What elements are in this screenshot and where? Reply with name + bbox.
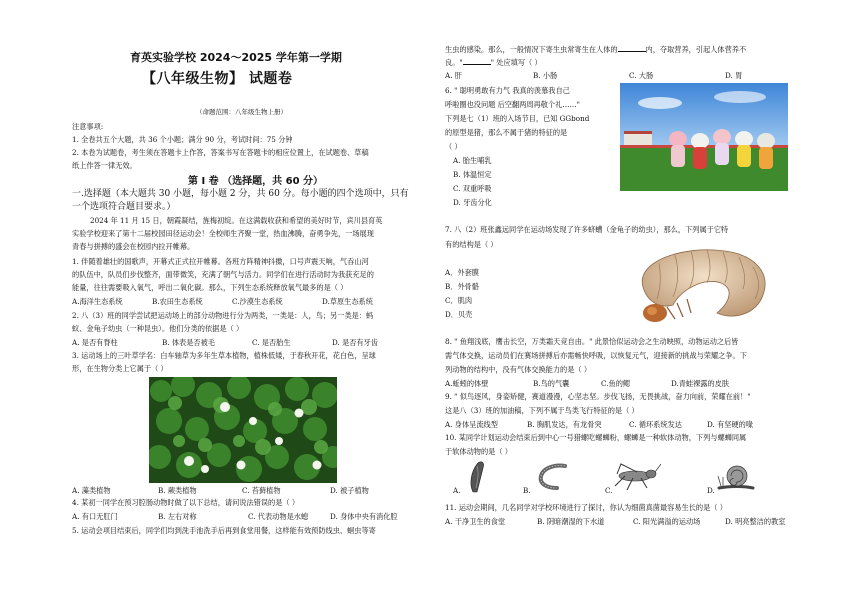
option-c[interactable]: C. 双重呼吸: [453, 184, 492, 193]
question-line: 形，在生物分类上它属于（ ）: [72, 364, 168, 373]
option-b[interactable]: B. 蕨类植物: [158, 486, 197, 495]
scope-note: （命题范围：八年级生物上册）: [196, 108, 287, 116]
option-d[interactable]: D. 被子植物: [330, 486, 369, 495]
option-b[interactable]: B.鸟的气囊: [533, 379, 570, 388]
option-c[interactable]: C. 循环系统发达: [629, 420, 682, 429]
notes-heading: 注意事项:: [72, 122, 104, 131]
grasshopper-icon: [611, 460, 661, 492]
option-b[interactable]: B. 体温恒定: [453, 170, 492, 179]
option-d[interactable]: D. 有坚硬的喙: [707, 420, 754, 429]
option-d[interactable]: D. 明亮整洁的教室: [725, 517, 786, 526]
option-c[interactable]: C.鱼的鳃: [601, 379, 631, 388]
question-line: 10. 某同学计划运动会结束后到中心一号猎螺吃螺蛳粉，螺蛳是一种软体动物，下列与螺蛳同属: [445, 433, 747, 442]
question-line: 1. 伴随着雄壮的国歌声，开幕式正式拉开帷幕。各班方阵精神抖擞，口号声震天响，气吞山河: [72, 257, 369, 266]
option-d[interactable]: D. 身体中央有消化腔: [330, 512, 398, 521]
option-b[interactable]: B. 胸肌发达，有龙骨突: [527, 420, 602, 429]
question-line: 下列是七（1）班的入场节目，已知 GGbond: [445, 114, 590, 123]
question-line: [445, 57, 542, 68]
note-line: 2. 本卷为试题卷，考生须在答题卡上作答，答案书写在答题卡的相应位置上，在试题卷、草稿: [72, 148, 369, 157]
grub-illustration: [625, 243, 775, 325]
question-line: 于软体动物的是（ ）: [445, 447, 512, 456]
question-line: 6. " 聪明勇敢有力气 我真的羡慕我自己: [445, 86, 570, 95]
passage-line: 2024 年 11 月 15 日，朝霞凝结，旌梅初绽。在这满载收获和希望的美好时节，宾川县育英: [90, 216, 383, 225]
option-a[interactable]: A. 干净卫生的食堂: [445, 517, 506, 526]
option-a[interactable]: A．外套膜: [445, 268, 479, 277]
q5-text: 内，夺取营养，引起人体营养不: [645, 45, 747, 54]
question-line: 这是八（3）班的加油稿，下列不属于鸟类飞行特征的是（ ）: [445, 406, 639, 415]
question-line: 需气体交换，运动员们在赛场拼搏后亦需畅快呼吸，以恢复元气，迎接新的挑战与荣耀之争。下: [445, 351, 747, 360]
question-line: 11. 运动会期间，几名同学对学校环境进行了探讨，你认为细菌真菌最容易生长的是（ ）: [445, 503, 727, 512]
option-b[interactable]: B. 小肠: [533, 71, 558, 80]
option-a[interactable]: A. 胎生哺乳: [453, 156, 492, 165]
question-line: 呼啦圈也没问题 后空翻两周再敬个礼……": [445, 100, 580, 109]
option-a[interactable]: A. 藻类植物: [72, 486, 111, 495]
q5-text: " 处应填写（ ）: [490, 58, 542, 67]
option-d[interactable]: D. 牙齿分化: [453, 198, 492, 207]
answer-blank[interactable]: [618, 44, 646, 52]
option-d[interactable]: D. 胃: [725, 71, 743, 80]
question-line: （ ）: [445, 142, 462, 151]
option-d[interactable]: D.: [707, 486, 715, 495]
option-d[interactable]: D. 是否有牙齿: [332, 338, 379, 347]
option-d[interactable]: D.草原生态系统: [322, 297, 373, 306]
option-a[interactable]: A.: [453, 486, 461, 495]
question-line: 4. 某初一同学在预习腔肠动物时做了以下总结，请问说法错误的是（ ）: [72, 498, 300, 507]
question-line: 蚁、金龟子幼虫（一种昆虫）。他们分类的依据是（ ）: [72, 324, 244, 333]
question-line: 的原型是猪，那么不属于猪的特征的是: [445, 128, 568, 137]
option-c[interactable]: C.沙漠生态系统: [232, 297, 283, 306]
option-a[interactable]: A. 肝: [445, 71, 462, 80]
option-b[interactable]: B.: [523, 486, 531, 495]
subject-title: 【八年级生物】 试题卷: [142, 71, 293, 87]
note-line: 1. 全卷共五个大题，共 36 个小题；满分 90 分，考试时间：75 分钟: [72, 135, 293, 144]
question-line: 8. " 鱼翔浅底，鹰击长空，万类霜天竞自由。" 此景恰似运动会之生动映照，动物运动之后皆: [445, 337, 739, 346]
question-line: 3. 运动场上的三叶草学名：白车轴草为多年生草本植物，植株低矮，于春秋开花，花白色，呈球: [72, 351, 376, 360]
school-title: 育英实验学校 2024～2025 学年第一学期: [130, 51, 342, 64]
option-c[interactable]: C．肌肉: [445, 296, 473, 305]
option-d[interactable]: D．贝壳: [445, 310, 473, 319]
option-a[interactable]: A.海洋生态系统: [72, 297, 123, 306]
leech-icon: [465, 458, 491, 494]
q5-text: 生虫的感染。那么，一般情况下寄生虫常寄生在人体的: [445, 45, 618, 54]
question-line: [445, 44, 746, 55]
option-c[interactable]: C. 代表动物是水螅: [248, 512, 309, 521]
earthworm-icon: [533, 462, 569, 492]
option-a[interactable]: A.蚯蚓的体壁: [445, 379, 489, 388]
option-a[interactable]: A. 有口无肛门: [72, 512, 118, 521]
option-a[interactable]: A. 是否有脊柱: [72, 338, 118, 347]
q7-text: 7. 八（2）班张鑫远同学在运动场发现了许多蛴螬（金龟子的幼虫），那么，下列属于它特: [445, 225, 729, 234]
option-b[interactable]: B. 左右对称: [158, 512, 197, 521]
question-line: 2. 八（3）班的同学尝试把运动场上的部分动物进行分为两类，一类是：人，鸟；另一类是：蚂: [72, 311, 374, 320]
option-a[interactable]: A. 身体呈流线型: [445, 420, 498, 429]
q5-text: 良。": [445, 58, 463, 67]
option-b[interactable]: B. 体表是否被毛: [162, 338, 215, 347]
option-c[interactable]: C. 大肠: [629, 71, 654, 80]
option-c[interactable]: C. 是否胎生: [252, 338, 291, 347]
option-c[interactable]: C.: [605, 486, 613, 495]
option-c[interactable]: C. 苔藓植物: [242, 486, 281, 495]
option-b[interactable]: B．外骨骼: [445, 282, 480, 291]
section-intro: 一个选项符合题目要求。）: [72, 202, 176, 212]
passage-line: 实验学校迎来了第十二届校园田径运动会！全校师生齐聚一堂，热血沸腾，奋勇争先，一场展现: [72, 229, 374, 238]
option-b[interactable]: B.农田生态系统: [152, 297, 203, 306]
option-b[interactable]: B. 阴暗潮湿的下水道: [537, 517, 605, 526]
answer-blank[interactable]: [463, 57, 491, 65]
question-line: 有的结构是（ ）: [445, 240, 498, 249]
note-line: 纸上作答一律无效。: [72, 161, 137, 170]
option-c[interactable]: C. 阳光满溢的运动场: [633, 517, 701, 526]
question-line: 列动物的结构中，没有气体交换能力的是（ ）: [445, 365, 592, 374]
snail-icon: [715, 460, 755, 492]
question-line: 能量，往往需要吸入氧气，呼出二氧化碳。那么，下列生态系统释放氧气最多的是（ ）: [72, 283, 348, 292]
passage-line: 青春与拼搏的盛会在校园内拉开帷幕。: [72, 242, 195, 251]
ggbond-photo: [620, 83, 788, 191]
question-line: 的队伍中，队员们步伐整齐，面带微笑，充满了朝气与活力。同学们在进行活动时为我获充足的: [72, 270, 374, 279]
question-line: 9. " 似鸟逐风，身姿矫健，赛道漫漫，心坚志坚。步伐飞扬，无畏挑战，奋力向前，荣耀在前！": [445, 392, 751, 401]
question-line: 5. 运动会项目结束后，同学们均到洗手池洗手后再到食堂用餐，这样能有效预防线虫、蛔虫等寄: [72, 526, 376, 535]
question-line: [445, 225, 728, 235]
option-d[interactable]: D.青蛙裸露的皮肤: [671, 379, 730, 388]
section-intro: 一.选择题（本大题共 30 小题，每小题 2 分，共 60 分。每小题的四个选项中，只有: [72, 189, 409, 199]
section-title: 第 I 卷 （选择题，共 60 分）: [188, 176, 324, 187]
clover-photo: [149, 377, 337, 483]
